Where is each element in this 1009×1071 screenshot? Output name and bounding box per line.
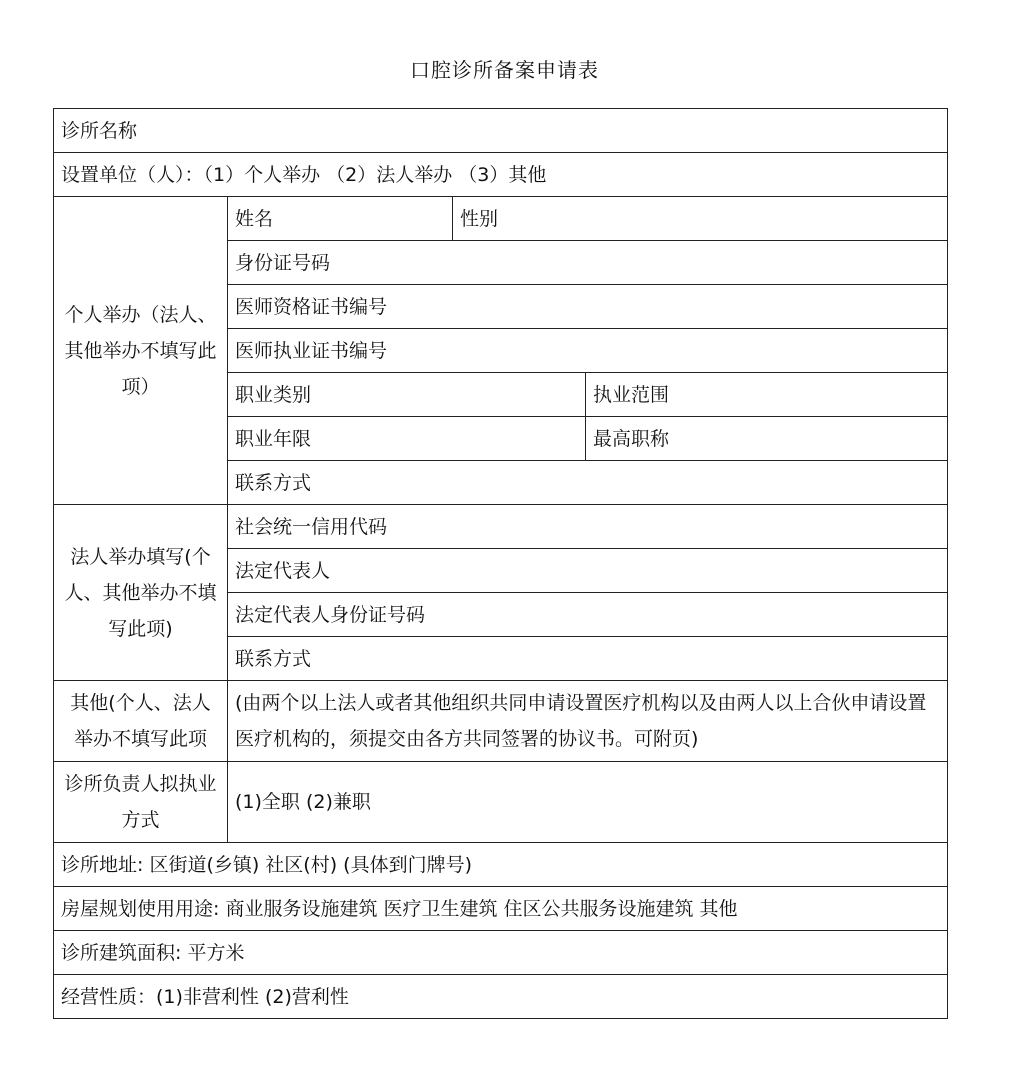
- other-section-label: 其他(个人、法人举办不填写此项: [54, 681, 228, 762]
- clinic-name-field[interactable]: 诊所名称: [54, 109, 948, 153]
- business-nature-field[interactable]: 经营性质：(1)非营利性 (2)营利性: [54, 975, 948, 1019]
- practice-mode-options[interactable]: (1)全职 (2)兼职: [228, 762, 948, 843]
- organizer-field[interactable]: 设置单位（人）：（1）个人举办 （2）法人举办 （3）其他: [54, 153, 948, 197]
- name-field[interactable]: 姓名: [228, 197, 453, 241]
- gender-field[interactable]: 性别: [453, 197, 948, 241]
- building-use-field[interactable]: 房屋规划使用用途: 商业服务设施建筑 医疗卫生建筑 住区公共服务设施建筑 其他: [54, 887, 948, 931]
- practice-scope-field[interactable]: 执业范围: [586, 373, 948, 417]
- other-section-note[interactable]: (由两个以上法人或者其他组织共同申请设置医疗机构以及由两人以上合伙申请设置医疗机构的，须提交由各方共同签署的协议书。可附页): [228, 681, 948, 762]
- legal-section-label: 法人举办填写(个人、其他举办不填写此项): [54, 505, 228, 681]
- practice-mode-label: 诊所负责人拟执业方式: [54, 762, 228, 843]
- occupation-type-field[interactable]: 职业类别: [228, 373, 586, 417]
- form-title: 口腔诊所备案申请表: [410, 58, 599, 82]
- floor-area-field[interactable]: 诊所建筑面积: 平方米: [54, 931, 948, 975]
- credit-code-field[interactable]: 社会统一信用代码: [228, 505, 948, 549]
- id-number-field[interactable]: 身份证号码: [228, 241, 948, 285]
- application-form-table: [53, 108, 948, 1019]
- legal-rep-field[interactable]: 法定代表人: [228, 549, 948, 593]
- legal-contact-field[interactable]: 联系方式: [228, 637, 948, 681]
- individual-contact-field[interactable]: 联系方式: [228, 461, 948, 505]
- occupation-years-field[interactable]: 职业年限: [228, 417, 586, 461]
- practice-cert-field[interactable]: 医师执业证书编号: [228, 329, 948, 373]
- highest-title-field[interactable]: 最高职称: [586, 417, 948, 461]
- address-field[interactable]: 诊所地址: 区街道(乡镇) 社区(村) (具体到门牌号): [54, 843, 948, 887]
- individual-section-label: 个人举办（法人、其他举办不填写此项）: [54, 197, 228, 505]
- legal-rep-id-field[interactable]: 法定代表人身份证号码: [228, 593, 948, 637]
- qualification-cert-field[interactable]: 医师资格证书编号: [228, 285, 948, 329]
